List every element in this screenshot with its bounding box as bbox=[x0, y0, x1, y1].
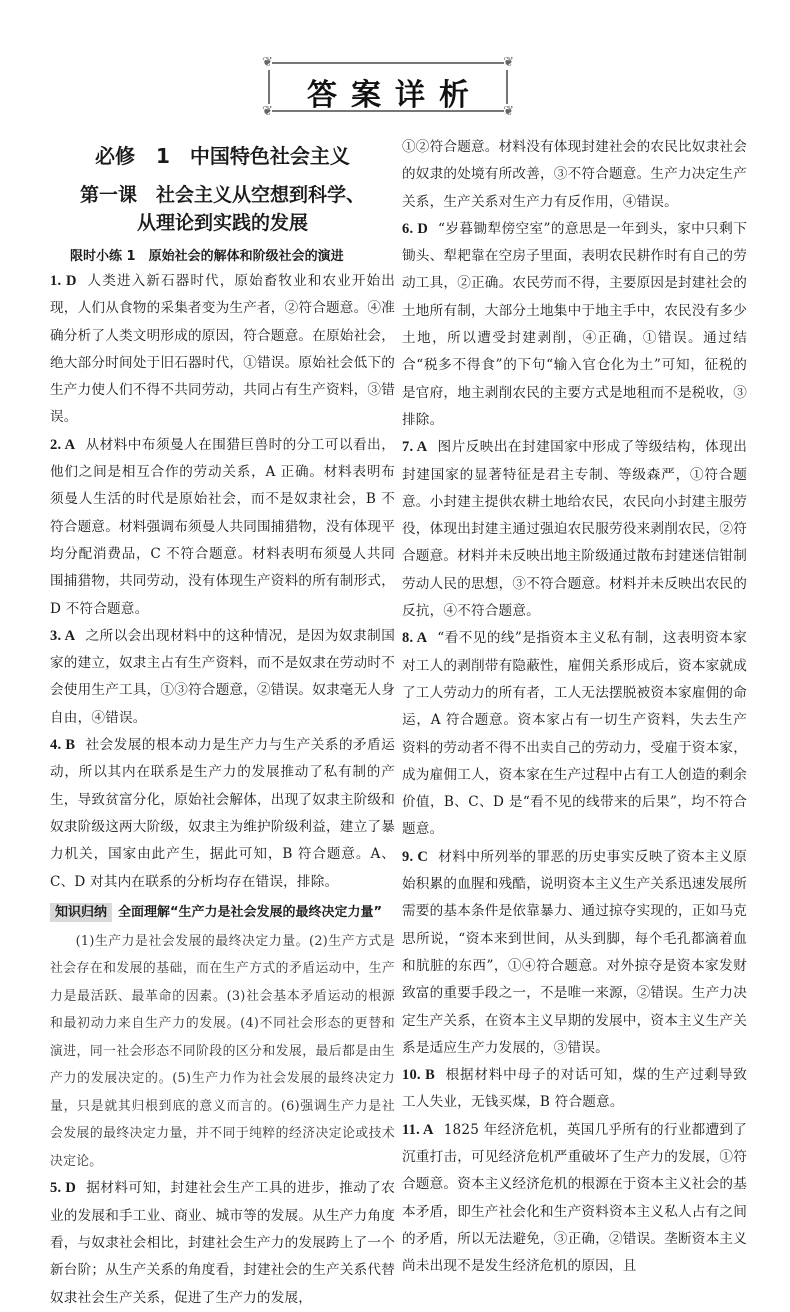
section-title: 限时小练 1 原始社会的解体和阶级社会的演进 bbox=[70, 249, 344, 264]
knowledge-summary-heading bbox=[50, 900, 395, 926]
page-title: 答案详析 bbox=[307, 78, 483, 113]
answer-text: “岁暮锄犁傍空室”的意思是一年到头，家中只剩下锄头、犁耙靠在空房子里面，表明农民耕作时有自己的劳动工具，②正确。农民劳而不得，主要原因是封建社会的土地所有制，大部分土地集中于地主手中，农民没有多少土地，所以遭受封建剥削，④正确，①错误。通过结合“税多不得食”的下句“输入官仓化为土”可知，征税的是官府，地主剥削农民的主要方式是地租而不是税收，③排除。 bbox=[402, 220, 747, 428]
answer-text: 材料中所列举的罪恶的历史事实反映了资本主义原始积累的血腥和残酷，说明资本主义生产关系迅速发展所需要的基本条件是依靠暴力、通过掠夺实现的，正如马克思所说，“资本来到世间，从头到脚，每个毛孔都滴着血和肮脏的东西”，①④符合题意。对外掠夺是资本家发财致富的重要手段之一，不是唯一来源，②错误。生产力决定生产关系，在资本主义早期的发展中，资本主义生产关系是适应生产力发展的，③错误。 bbox=[402, 848, 747, 1056]
answer-text: 1825 年经济危机，英国几乎所有的行业都遭到了沉重打击，可见经济危机严重破坏了生产力的发展，①符合题意。资本主义经济危机的根源在于资本主义社会的基本矛盾，即生产社会化和生产资料资本主义私人占有之间的矛盾，所以无法避免，③正确，②错误。垄断资本主义尚未出现不是发生经济危机的原因，且 bbox=[402, 1121, 748, 1275]
answer-item bbox=[402, 216, 747, 434]
answer-item bbox=[50, 732, 395, 896]
knowledge-summary-tag: 知识归纳 bbox=[50, 903, 112, 922]
module-title: 必修 1 中国特色社会主义 bbox=[95, 144, 350, 168]
answer-number: 6. D bbox=[402, 220, 428, 237]
ornament-icon: ❦ bbox=[262, 104, 273, 119]
answer-number: 1. D bbox=[50, 273, 77, 289]
answer-text: 图片反映出在封建国家中形成了等级结构，体现出封建国家的显著特征是君主专制、等级森严，①符合题意。小封建主提供农耕土地给农民，农民向小封建主服劳役，体现出封建主通过强迫农民服劳役来剥削农民，②符合题意。材料并未反映出地主阶级通过散布封建迷信钳制劳动人民的思想，③不符合题意。材料并未反映出农民的反抗，④不符合题意。 bbox=[402, 439, 747, 620]
answer-item bbox=[402, 434, 747, 625]
answer-text: 人类进入新石器时代，原始畜牧业和农业开始出现，人们从食物的采集者变为生产者，②符合题意。④准确分析了人类文明形成的原因，符合题意。在原始社会，绝大部分时间处于旧石器时代，①错误。原始社会低下的生产力使人们不得不共同劳动，共同占有生产资料，③错误。 bbox=[50, 273, 395, 426]
lesson-title-line2: 从理论到实践的发展 bbox=[136, 212, 308, 234]
answer-text: 之所以会出现材料中的这种情况，是因为奴隶制国家的建立，奴隶主占有生产资料，而不是奴隶在劳动时不会使用生产工具，①③符合题意，②错误。奴隶毫无人身自由，④错误。 bbox=[50, 627, 395, 726]
right-column bbox=[402, 134, 747, 1280]
frame-left-rule bbox=[268, 70, 270, 104]
knowledge-summary-body: (1)生产力是社会发展的最终决定力量。(2)生产方式是社会存在和发展的基础，而在生产方式的矛盾运动中，生产力是最活跃、最革命的因素。(3)社会基本矛盾运动的根源和最初动力来自生产力的发展。(4)不同社会形态的更替和演进，同一社会形态不同阶段的区分和发展，最后都是由生产力的发展决定的。(5)生产力作为社会发展的最终决定力量，只是就其归根到底的意义而言的。(6)强调生产力是社会发展的最终决定力量，并不同于纯粹的经济决定论或技术决定论。 bbox=[50, 933, 395, 1169]
answer-number: 4. B bbox=[50, 737, 76, 754]
answer-item bbox=[50, 432, 395, 623]
left-column bbox=[50, 138, 395, 1312]
answer-item bbox=[402, 1117, 747, 1281]
answer-item bbox=[402, 1062, 747, 1117]
answer-number: 5. D bbox=[50, 1180, 77, 1197]
ornament-icon: ❦ bbox=[503, 104, 514, 119]
answer-number: 8. A bbox=[402, 630, 428, 647]
answer-number: 2. A bbox=[50, 436, 76, 453]
answer-text: “看不见的线”是指资本主义私有制，这表明资本家对工人的剥削带有隐蔽性，雇佣关系形成后，资本家就成了工人劳动力的所有者，工人无法摆脱被资本家雇佣的命运，A 符合题意。资本家占有一切生产资料，失去生产资料的劳动者不得不出卖自己的劳动力，受雇于资本家，成为雇佣工人，资本家在生产过程中占有工人创造的剩余价值，B、C、D 是“看不见的线带来的后果”，均不符合题意。 bbox=[402, 630, 747, 838]
answer-text: 从材料中布须曼人在围猎巨兽时的分工可以看出，他们之间是相互合作的劳动关系，A 正确。材料表明布须曼人生活的时代是原始社会，而不是奴隶社会，B 不符合题意。材料强调布须曼人共同围捕猎物，没有体现平均分配消费品，C 不符合题意。材料表明布须曼人共同围捕猎物，共同劳动，没有体现生产资料的所有制形式，D 不符合题意。 bbox=[50, 436, 395, 617]
answer-item bbox=[50, 268, 395, 432]
answer-number: 10. B bbox=[402, 1067, 436, 1084]
answer-item bbox=[402, 844, 747, 1062]
answer-item bbox=[50, 623, 395, 732]
answer-text: 根据材料中母子的对话可知，煤的生产过剩导致工人失业，无钱买煤，B 符合题意。 bbox=[402, 1067, 748, 1111]
answer-number: 3. A bbox=[50, 627, 76, 644]
lesson-title-line1: 第一课 社会主义从空想到科学、 bbox=[79, 184, 365, 206]
ornament-icon: ❦ bbox=[503, 55, 514, 70]
answer-continuation: ①②符合题意。材料没有体现封建社会的农民比奴隶社会的奴隶的处境有所改善，③不符合题意。生产力决定生产关系，生产关系对生产力有反作用，④错误。 bbox=[402, 139, 747, 210]
answer-number: 9. C bbox=[402, 848, 429, 865]
answer-number: 7. A bbox=[402, 439, 428, 456]
frame-right-rule bbox=[506, 70, 508, 104]
answer-item bbox=[50, 1175, 395, 1311]
title-frame bbox=[262, 55, 514, 119]
ornament-icon: ❦ bbox=[262, 55, 273, 70]
answer-number: 11. A bbox=[402, 1121, 434, 1138]
lesson-title bbox=[50, 181, 395, 237]
answer-item bbox=[402, 625, 747, 843]
knowledge-summary-title: 全面理解“生产力是社会发展的最终决定力量” bbox=[118, 904, 383, 920]
answer-text: 社会发展的根本动力是生产力与生产关系的矛盾运动，所以其内在联系是生产力的发展推动了私有制的产生，导致贫富分化，原始社会解体，出现了奴隶主阶级和奴隶阶级这两大阶级，奴隶主为维护阶级利益，建立了暴力机关，国家由此产生，据此可知，B 符合题意。A、C、D 对其内在联系的分析均存在错误，排除。 bbox=[50, 737, 395, 890]
answer-text: 据材料可知，封建社会生产工具的进步，推动了农业的发展和手工业、商业、城市等的发展。从生产力角度看，与奴隶社会相比，封建社会生产力的发展跨上了一个新台阶；从生产关系的角度看，封建社会的生产关系代替奴隶社会生产关系，促进了生产力的发展， bbox=[50, 1180, 395, 1306]
